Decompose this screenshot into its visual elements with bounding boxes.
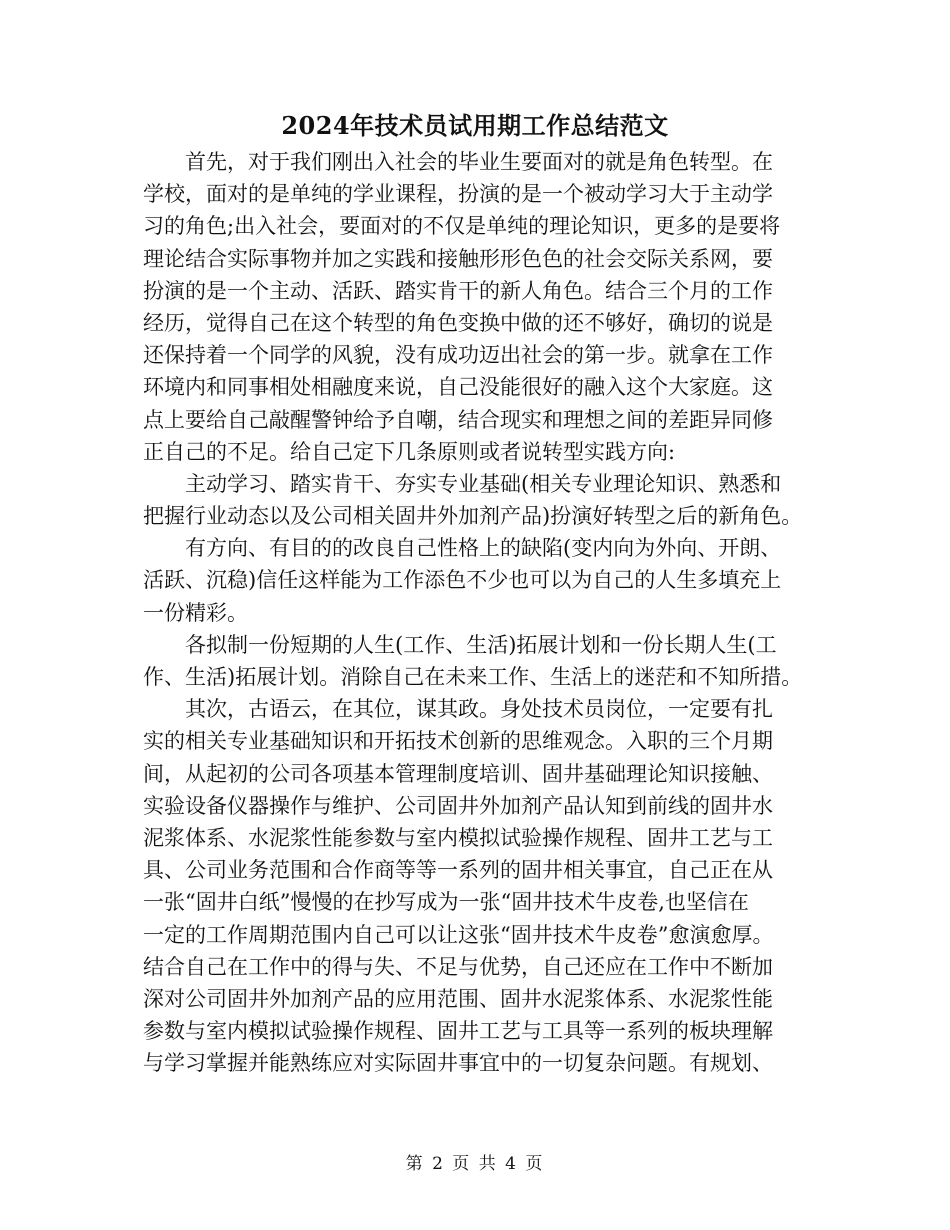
- text-line: 活跃、沉稳)信任这样能为工作添色不少也可以为自己的人生多填充上: [143, 568, 782, 593]
- text-line: 其次，古语云，在其位，谋其政。身处技术员岗位，一定要有扎: [185, 697, 773, 722]
- text-line: 首先，对于我们刚出入社会的毕业生要面对的就是角色转型。在: [185, 150, 773, 174]
- text-line: 结合自己在工作中的得与失、不足与优势，自己还应在工作中不断加: [143, 954, 773, 979]
- document-title: 2024年技术员试用期工作总结范文: [281, 111, 669, 140]
- text-line: 学校，面对的是单纯的学业课程，扮演的是一个被动学习大于主动学: [143, 182, 773, 207]
- text-line: 一定的工作周期范围内自己可以让这张“固井技术牛皮卷”愈演愈厚。: [143, 922, 774, 947]
- text-line: 经历，觉得自己在这个转型的角色变换中做的还不够好，确切的说是: [143, 310, 773, 335]
- text-line: 主动学习、踏实肯干、夯实专业基础(相关专业理论知识、熟悉和: [185, 471, 782, 496]
- text-line: 习的角色;出入社会，要面对的不仅是单纯的理论知识，更多的是要将: [143, 214, 781, 239]
- text-line: 与学习掌握并能熟练应对实际固井事宜中的一切复杂问题。有规划、: [143, 1051, 773, 1076]
- text-line: 深对公司固井外加剂产品的应用范围、固井水泥浆体系、水泥浆性能: [143, 986, 773, 1011]
- text-line: 点上要给自己敲醒警钟给予自嘲，结合现实和理想之间的差距异同修: [143, 407, 773, 432]
- text-line: 环境内和同事相处相融度来说，自己没能很好的融入这个大家庭。这: [143, 375, 773, 400]
- document-body: [143, 146, 811, 1079]
- text-line: 作、生活)拓展计划。消除自己在未来工作、生活上的迷茫和不知所措。: [143, 665, 803, 689]
- text-line: 理论结合实际事物并加之实践和接触形形色色的社会交际关系网，要: [143, 246, 773, 271]
- text-line: 各拟制一份短期的人生(工作、生活)拓展计划和一份长期人生(工: [185, 632, 777, 657]
- text-line: 间，从起初的公司各项基本管理制度培训、固井基础理论知识接触、: [143, 761, 773, 786]
- text-line: 实验设备仪器操作与维护、公司固井外加剂产品认知到前线的固井水: [143, 793, 773, 818]
- text-line: 泥浆体系、水泥浆性能参数与室内模拟试验操作规程、固井工艺与工: [143, 825, 773, 850]
- text-line: 有方向、有目的的改良自己性格上的缺陷(变内向为外向、开朗、: [185, 536, 782, 561]
- text-line: 还保持着一个同学的风貌，没有成功迈出社会的第一步。就拿在工作: [143, 343, 773, 368]
- text-line: 实的相关专业基础知识和开拓技术创新的思维观念。入职的三个月期: [143, 729, 773, 754]
- text-line: 一张“固井白纸”慢慢的在抄写成为一张“固井技术牛皮卷,也坚信在: [143, 890, 749, 915]
- text-line: 参数与室内模拟试验操作规程、固井工艺与工具等一系列的板块理解: [143, 1019, 773, 1044]
- text-line: 正自己的不足。给自己定下几条原则或者说转型实践方向:: [143, 439, 676, 464]
- page-footer: 第 2 页 共 4 页: [405, 1154, 545, 1174]
- text-line: 扮演的是一个主动、活跃、踏实肯干的新人角色。结合三个月的工作: [143, 278, 773, 303]
- text-line: 具、公司业务范围和合作商等等一系列的固井相关事宜，自己正在从: [143, 858, 773, 883]
- text-line: 把握行业动态以及公司相关固井外加剂产品)扮演好转型之后的新角色。: [143, 504, 803, 529]
- text-line: 一份精彩。: [143, 600, 248, 625]
